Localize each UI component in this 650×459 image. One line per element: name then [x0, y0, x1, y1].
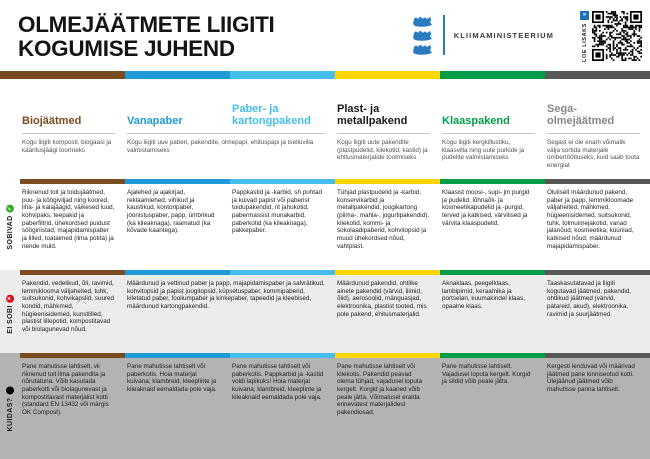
qr-code-icon	[592, 11, 642, 61]
poster-header	[0, 0, 650, 71]
column-descriptions-row	[0, 133, 650, 179]
color-segment	[125, 71, 230, 79]
poster-title	[18, 13, 275, 60]
suitable-vanapaber: Ajalehed ja ajakirjad, reklaamlehed, vihikud ja kaustikud, kontoripaber, joonistuspaber, papp, ümbrikud (ka kileaknaga), raamatud (ka kõvade kaantega).	[127, 189, 215, 235]
not-suitable-plast-metallpakend: Määrdunud pakendid, ohtlike ainete pakendid (värvid, liimid, õlid), aerosoolid, mänguasjad, elektroonika, plastist tooted, mis pole pakend, ehitusmaterjalid.	[337, 280, 427, 318]
column-title-klaaspakend: Klaaspakend	[442, 114, 510, 127]
color-segment	[440, 71, 545, 79]
how-vanapaber: Pane mahutisse lahtiselt või paberkotis. Hoia materjal kuivana; klambreid, kleeplinte ja kileaknaid eemaldada pole vaja.	[127, 363, 217, 394]
not-suitable-sega-olmejaatmed: Taaskasutatavad ja liigiti kogutavad jäätmed, pakendid, ohtlikud jäätmed (värvid, patareid, akud), elektroonika, ravimid ja suurjäätmed.	[547, 280, 632, 318]
external-link-arrow-icon: »	[580, 11, 589, 20]
column-title-biojaatmed: Biojäätmed	[22, 114, 82, 127]
color-segment	[545, 71, 650, 79]
how-paber-kartongpakend: Pane mahutisse lahtiselt või paberkotis. Pappkarbid ja -kastid voldi lapikuks! Hoia materjal kuivana; klambreid, kleeplinte ja kileaknaid eemaldada pole vaja.	[232, 363, 324, 401]
qr-block	[580, 11, 642, 62]
x-circle-icon: ✕	[7, 295, 13, 301]
suitable-klaaspakend: Klaasist moosi-, supi- jm purgid ja pudelid, lõhnaõli- ja kosmeetikapudelid ja -purgid, terved ja katkised, värvilised ja värvita klaaspudelid.	[442, 189, 530, 227]
row-not-suitable	[0, 275, 650, 353]
description-biojaatmed: Kogu liigiti komposti, biogaasi ja kääritusjäägi toormeks	[22, 133, 115, 179]
description-sega-olmejaatmed: Segast ei ole enam võimalik välja sortida materjale ümbertöötluseks, kuid saab toota energiat	[547, 133, 640, 179]
column-title-sega-olmejaatmed: Sega- olmejäätmed	[547, 103, 615, 127]
ministry-name: KLIIMAMINISTEERIUM	[453, 30, 554, 40]
row-label-not-suitable-text: EI SOBI	[6, 305, 14, 334]
poster-title-line1: OLMEJÄÄTMETE LIIGITI	[18, 12, 275, 37]
not-suitable-klaaspakend: Aknaklaas, peegelklaas, lambipirnid, keraamika ja portselan, kuumakindel klaas, opaalne klaas.	[442, 280, 525, 311]
suitable-plast-metallpakend: Tühjad plastpudelid ja -karbid, konservikarbid ja metallpakendid, joogikartong (piima-, mahla-, jogurtipakendid), kilekotid, kommi- ja šokolaadipaberid, kohvitopsid ja muud ühekordsed nõud, vahtplast.	[337, 189, 430, 250]
how-sega-olmejaatmed: Kergesti lenduvad või määrivad jäätmed pane kinniseotud kotti. Ülejäänud jäätmed võib mahutisse panna lahtiselt.	[547, 363, 635, 394]
poster-title-line2: KOGUMISE JUHEND	[18, 35, 235, 61]
column-titles-row	[0, 79, 650, 133]
description-klaaspakend: Kogu liigiti kergkillustiku, klaasvilla ning uute purkide ja pudelite valmistamiseks	[442, 133, 535, 179]
qr-caption: LOE LISAKS	[581, 23, 588, 63]
row-label-suitable-text: SOBIVAD	[6, 215, 14, 250]
color-segment	[335, 71, 440, 79]
suitable-biojaatmed: Riknenud toit ja toidujäätmed, puu- ja köögiviljad ning koored, liha- ja kalajäägid, väikesed luud, kohvipaks, teepakid ja paberfiltrid, ühekordsed puidust söögiriistad, majapidamispaber ja lilled, toataimed (ilma potita) ja nende muld.	[22, 189, 115, 250]
how-plast-metallpakend: Pane mahutisse lahtiselt või kilekotis. Pakendid peavad olema tühjad, vajadusel loputa kergelt. Korgid ja kaaned võib peale jätta. Võimalusel eralda erinevatest materjalidest pakendiosad.	[337, 363, 423, 417]
row-label-how	[0, 358, 20, 459]
color-segment	[0, 71, 125, 79]
not-suitable-paber-shared: Määrdunud ja vettinud paber ja papp, majapidamispaber ja salvrätikud, kohvitopsid ja papist joogitopsid, küpsetuspaber, kommipaberid, kiletatud paber, fooliumpaber ja kinkepaber, tapeedid ja kleebised, määrdunud kartongpakendid.	[127, 280, 325, 311]
gutter	[0, 133, 20, 179]
row-how	[0, 358, 650, 459]
how-biojaatmed: Pane mahutisse lahtiselt, vii riknenud toit ilma pakendita ja nõrutatuna. Võib kasutada paberkotti või biolagunevast ja kompostitavast materjalist kotti (standard EN 13432 või märgis OK Compost).	[22, 363, 109, 417]
description-paber-shared: Kogu liigiti uue paberi, pakendite, olmepapi, ehituspapi ja tselluvilla valmistamiseks	[127, 133, 325, 179]
column-title-vanapaber: Vanapaber	[127, 114, 183, 127]
ministry-logo	[411, 14, 554, 56]
row-suitable	[0, 184, 650, 270]
how-klaaspakend: Pane mahutisse lahtiselt. Vajadusel loputa kergelt. Korgid ja sildid võib peale jätta.	[442, 363, 531, 386]
suitable-paber-kartongpakend: Pappkastid ja -karbid, sh puhtad ja kuivad papist või paberist toidupakendid, nt jahukotid, pabermassist munakarbid, paberkotid (ka kileaknaga), pakkepaber.	[232, 189, 322, 235]
description-plast-metallpakend: Kogu liigiti uute pakendite (plastpudelid, kilekotid, kastid) ja ehitusmaterjalide tootmiseks	[337, 133, 430, 179]
column-title-plast-metallpakend: Plast- ja metallpakend	[337, 103, 408, 127]
not-suitable-biojaatmed: Pakendid, vedelikud, õli, ravimid, lemmiklooma väljaheited, tuhk, suitsukonid, kohvikapslid, suured kondid, mähkmed, hügieenisidemed, kunstlilled, plastist lillepotid, kompostitavad või biolagunevad nõud.	[22, 280, 115, 334]
column-title-paber-kartongpakend: Paber- ja kartongpakend	[232, 103, 311, 127]
category-color-bar-top	[0, 71, 650, 79]
black-dot-icon	[6, 386, 14, 394]
logo-divider	[443, 15, 445, 55]
estonia-coat-of-arms-icon	[411, 14, 435, 56]
check-circle-icon: ✓	[7, 205, 13, 211]
suitable-sega-olmejaatmed: Oluliselt määrdunud pakend, paber ja papp, lemmikloomade väljaheited, mähkmed, hügieenisidemed, suitsukonid, tuhk, tolmuimejakotid, vanad jalanõud, kosmeetika, küünlad, katkised nõud, määrdunud majapidamispaber.	[547, 189, 634, 250]
header-right	[411, 0, 650, 62]
gutter	[0, 79, 20, 133]
qr-caption-column	[580, 11, 589, 62]
color-segment	[230, 71, 335, 79]
row-label-how-text: KUIDAS?	[6, 397, 14, 431]
row-label-suitable	[0, 184, 20, 270]
row-label-not-suitable	[0, 275, 20, 353]
